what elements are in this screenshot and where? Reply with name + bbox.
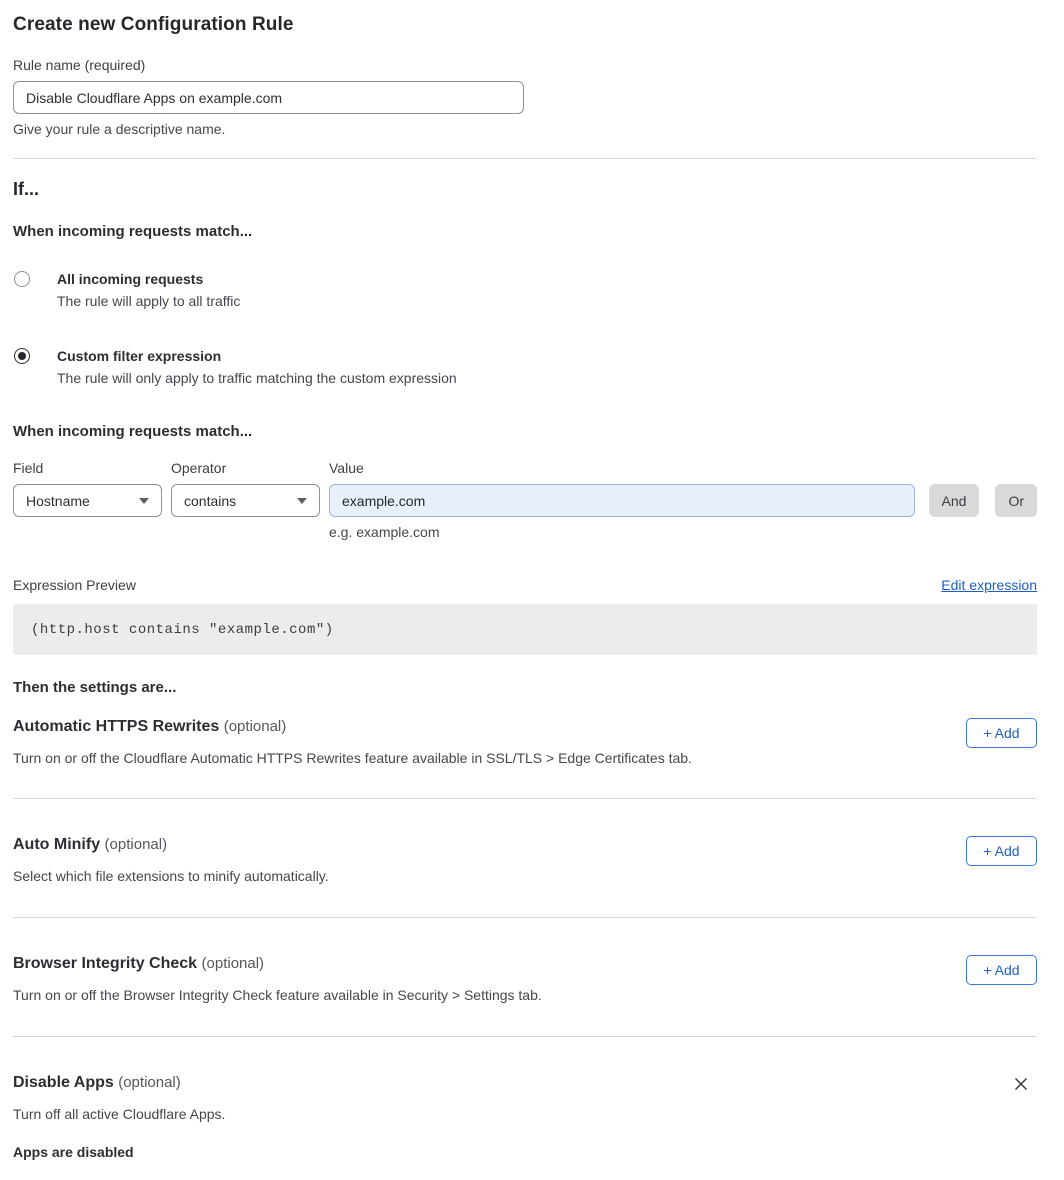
then-settings-heading: Then the settings are... bbox=[13, 679, 177, 696]
setting-texts bbox=[13, 718, 692, 766]
setting-texts bbox=[13, 1074, 225, 1160]
setting-optional-tag: (optional) bbox=[223, 718, 287, 735]
request-match-radio-group bbox=[13, 271, 1037, 387]
setting-description: Turn off all active Cloudflare Apps. bbox=[13, 1106, 226, 1122]
value-helper: e.g. example.com bbox=[329, 524, 440, 540]
conjunction-buttons bbox=[929, 484, 1037, 517]
setting-optional-tag: (optional) bbox=[201, 955, 265, 972]
setting-title: Auto Minify bbox=[13, 836, 101, 853]
value-column bbox=[329, 461, 915, 540]
radio-texts bbox=[57, 271, 240, 310]
rule-name-label: Rule name (required) bbox=[13, 57, 146, 73]
radio-all-incoming-requests-description: The rule will apply to all traffic bbox=[57, 293, 241, 309]
remove-disable-apps-button[interactable] bbox=[1011, 1074, 1031, 1094]
setting-browser-integrity-check bbox=[13, 917, 1037, 1036]
value-input[interactable] bbox=[329, 484, 915, 517]
radio-custom-filter-expression[interactable] bbox=[13, 348, 1037, 387]
operator-select[interactable] bbox=[171, 484, 320, 517]
expression-preview-label: Expression Preview bbox=[13, 577, 136, 593]
value-label: Value bbox=[329, 460, 364, 476]
setting-optional-tag: (optional) bbox=[118, 1074, 181, 1091]
field-select-value: Hostname bbox=[26, 492, 90, 509]
expression-code-block bbox=[13, 604, 1037, 655]
operator-select-value: contains bbox=[184, 492, 237, 509]
chevron-down-icon bbox=[139, 498, 149, 504]
or-button[interactable]: Or bbox=[995, 484, 1037, 517]
expression-preview-header bbox=[13, 577, 1037, 593]
setting-description: Turn on or off the Browser Integrity Check feature available in Security > Settings tab. bbox=[13, 987, 542, 1003]
apps-disabled-status: Apps are disabled bbox=[13, 1144, 134, 1160]
radio-all-incoming-requests-label: All incoming requests bbox=[57, 271, 204, 287]
divider bbox=[13, 158, 1037, 159]
field-select[interactable] bbox=[13, 484, 162, 517]
setting-texts bbox=[13, 955, 542, 1003]
spacer bbox=[929, 461, 1037, 484]
radio-all-incoming-requests[interactable] bbox=[13, 271, 1037, 310]
if-heading: If... bbox=[13, 179, 39, 199]
setting-auto-minify bbox=[13, 798, 1037, 917]
chevron-down-icon bbox=[297, 498, 307, 504]
and-button[interactable]: And bbox=[929, 484, 980, 517]
setting-title: Browser Integrity Check bbox=[13, 955, 198, 972]
expression-code: (http.host contains "example.com") bbox=[31, 621, 334, 638]
add-browser-integrity-check-button[interactable]: + Add bbox=[966, 955, 1037, 985]
radio-unselected-icon[interactable] bbox=[14, 271, 30, 287]
rule-name-input[interactable] bbox=[13, 81, 524, 114]
condition-builder-heading: When incoming requests match... bbox=[13, 423, 253, 440]
radio-selected-icon[interactable] bbox=[14, 348, 30, 364]
operator-column bbox=[171, 461, 320, 517]
setting-optional-tag: (optional) bbox=[104, 836, 168, 853]
close-icon bbox=[1013, 1076, 1029, 1092]
radio-texts bbox=[57, 348, 457, 387]
page-title: Create new Configuration Rule bbox=[13, 14, 294, 35]
setting-texts bbox=[13, 836, 329, 884]
setting-description: Turn on or off the Cloudflare Automatic HTTPS Rewrites feature available in SSL/TLS > Edge Certificates tab. bbox=[13, 750, 692, 766]
radio-custom-filter-expression-label: Custom filter expression bbox=[57, 348, 222, 364]
add-auto-minify-button[interactable]: + Add bbox=[966, 836, 1037, 866]
setting-title: Disable Apps bbox=[13, 1074, 114, 1091]
radio-custom-filter-expression-description: The rule will only apply to traffic matching the custom expression bbox=[57, 370, 457, 386]
edit-expression-link[interactable]: Edit expression bbox=[941, 577, 1037, 593]
conjunction-column bbox=[929, 461, 1037, 517]
field-column bbox=[13, 461, 162, 517]
rule-name-helper: Give your rule a descriptive name. bbox=[13, 121, 226, 137]
condition-builder-row bbox=[13, 461, 1037, 540]
field-label: Field bbox=[13, 460, 44, 476]
add-automatic-https-rewrites-button[interactable]: + Add bbox=[966, 718, 1037, 748]
setting-description: Select which file extensions to minify automatically. bbox=[13, 868, 329, 884]
setting-automatic-https-rewrites bbox=[13, 696, 1037, 798]
incoming-requests-match-heading: When incoming requests match... bbox=[13, 223, 253, 240]
setting-disable-apps bbox=[13, 1036, 1037, 1160]
operator-label: Operator bbox=[171, 460, 227, 476]
setting-title: Automatic HTTPS Rewrites bbox=[13, 718, 220, 735]
